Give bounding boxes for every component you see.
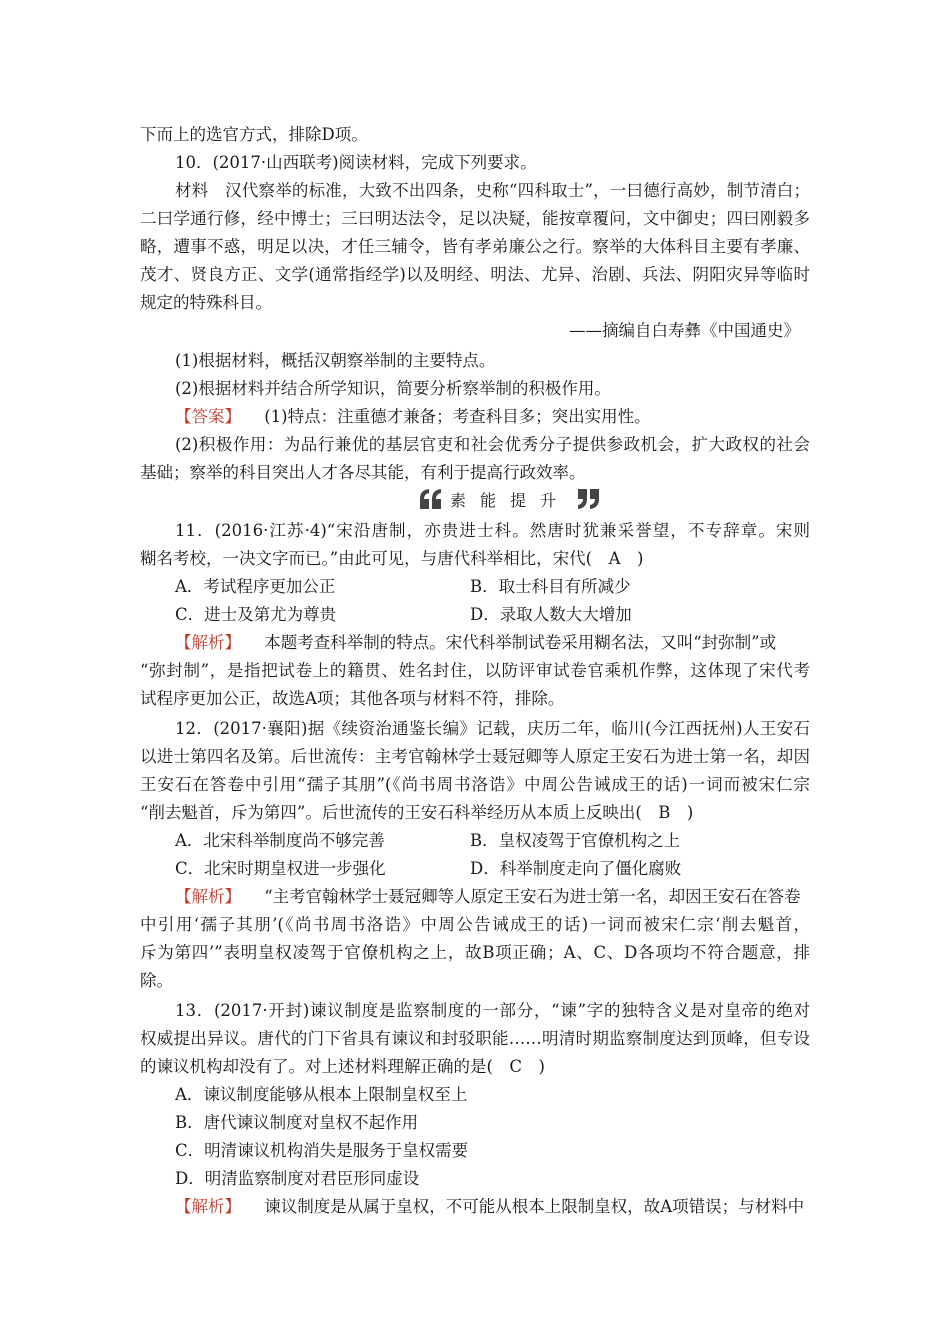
analysis-line <box>175 886 801 908</box>
material-line: 略，遭事不惑，明足以决，才任三辅令，皆有孝弟廉公之行。察举的大体科目主要有孝廉、 <box>140 237 810 256</box>
analysis-text: 除。 <box>140 971 173 990</box>
question-12-stem: 12．(2017·襄阳)据《续资治通鉴长编》记载，庆历二年，临川(今江西抚州)人王安石 <box>175 719 810 738</box>
answer-tag: 【答案】 <box>175 407 241 426</box>
option-a: A．谏议制度能够从根本上限制皇权至上 <box>175 1085 468 1104</box>
analysis-text: 试程序更加公正，故选A项；其他各项与材料不符，排除。 <box>140 689 565 708</box>
analysis-text: 谏议制度是从属于皇权，不可能从根本上限制皇权，故A项错误；与材料中 <box>264 1197 805 1216</box>
answer-text: (2)积极作用：为品行兼优的基层官吏和社会优秀分子提供参政机会，扩大政权的社会 <box>175 435 810 454</box>
option-b: B．取士科目有所减少 <box>470 577 631 596</box>
question-12-stem: 以进士第四名及第。后世流传：主考官翰林学士聂冠卿等人原定王安石为进士第一名，却因 <box>140 747 810 766</box>
requirement-2: (2)根据材料并结合所学知识，简要分析察举制的积极作用。 <box>175 379 611 398</box>
question-10-stem: 10．(2017·山西联考)阅读材料，完成下列要求。 <box>175 153 537 172</box>
material-line: 规定的特殊科目。 <box>140 293 272 312</box>
analysis-tag: 【解析】 <box>175 633 241 652</box>
analysis-tag: 【解析】 <box>175 1197 241 1216</box>
material-source: ——摘编自白寿彝《中国通史》 <box>569 321 800 340</box>
analysis-text: 斥为第四’”表明皇权凌驾于官僚机构之上，故B项正确；A、C、D各项均不符合题意，排 <box>140 943 810 962</box>
answer-text: (1)特点：注重德才兼备；考查科目多；突出实用性。 <box>264 407 651 426</box>
section-banner <box>418 486 602 512</box>
option-d: D．录取人数大大增加 <box>470 605 632 624</box>
material-line: 二曰学通行修，经中博士；三曰明达法令，足以决疑，能按章覆问，文中御史；四曰刚毅多 <box>140 209 810 228</box>
question-12-stem: 王安石在答卷中引用“孺子其朋”(《尚书周书洛诰》中周公告诫成王的话)一词而被宋仁宗 <box>140 775 810 794</box>
question-11-stem: 11．(2016·江苏·4)“宋沿唐制，亦贵进士科。然唐时犹兼采誉望，不专辞章。宋则 <box>175 521 810 540</box>
open-quote-icon <box>418 487 444 511</box>
question-12-stem: “削去魁首，斥为第四”。后世流传的王安石科举经历从本质上反映出( B ) <box>140 803 694 822</box>
analysis-text: “主考官翰林学士聂冠卿等人原定王安石为进士第一名，却因王安石在答卷 <box>264 887 801 906</box>
material-line: 材料 汉代察举的标准，大致不出四条，史称“四科取士”，一曰德行高妙，制节清白； <box>175 181 810 200</box>
analysis-line <box>175 632 776 654</box>
answer-text: 基础；察举的科目突出人才各尽其能，有利于提高行政效率。 <box>140 463 586 482</box>
analysis-text: 本题考查科举制的特点。宋代科举制试卷采用糊名法，又叫“封弥制”或 <box>264 633 777 652</box>
text-line: 下而上的选官方式，排除D项。 <box>140 125 368 144</box>
option-b: B．唐代谏议制度对皇权不起作用 <box>175 1113 419 1132</box>
question-13-stem: 权威提出异议。唐代的门下省具有谏议和封驳职能……明清时期监察制度达到顶峰，但专设 <box>140 1029 810 1048</box>
option-c: C．进士及第尤为尊贵 <box>175 605 337 624</box>
analysis-text: “弥封制”，是指把试卷上的籍贯、姓名封住，以防评审试卷官乘机作弊，这体现了宋代考 <box>140 661 810 680</box>
option-d: D．科举制度走向了僵化腐败 <box>470 859 682 878</box>
option-a: A．考试程序更加公正 <box>175 577 336 596</box>
option-a: A．北宋科举制度尚不够完善 <box>175 831 385 850</box>
material-line: 茂才、贤良方正、文学(通常指经学)以及明经、明法、尤异、治剧、兵法、阴阳灾异等临时 <box>140 265 810 284</box>
analysis-line <box>175 1196 804 1218</box>
analysis-tag: 【解析】 <box>175 887 241 906</box>
option-b: B．皇权凌驾于官僚机构之上 <box>470 831 681 850</box>
answer-line <box>175 406 651 428</box>
question-13-stem: 的谏议机构却没有了。对上述材料理解正确的是( C ) <box>140 1057 545 1076</box>
question-13-stem: 13．(2017·开封)谏议制度是监察制度的一部分，“谏”字的独特含义是对皇帝的绝对 <box>175 1001 810 1020</box>
analysis-text: 中引用‘孺子其朋’(《尚书周书洛诰》中周公告诫成王的话)一词而被宋仁宗‘削去魁首， <box>140 915 810 934</box>
requirement-1: (1)根据材料，概括汉朝察举制的主要特点。 <box>175 351 496 370</box>
question-11-stem: 糊名考校，一决文字而已。”由此可见，与唐代科举相比，宋代( A ) <box>140 549 644 568</box>
option-d: D．明清监察制度对君臣形同虚设 <box>175 1169 420 1188</box>
option-c: C．北宋时期皇权进一步强化 <box>175 859 386 878</box>
option-c: C．明清谏议机构消失是服务于皇权需要 <box>175 1141 469 1160</box>
close-quote-icon <box>576 487 602 511</box>
section-title: 素能提升 <box>450 490 571 510</box>
